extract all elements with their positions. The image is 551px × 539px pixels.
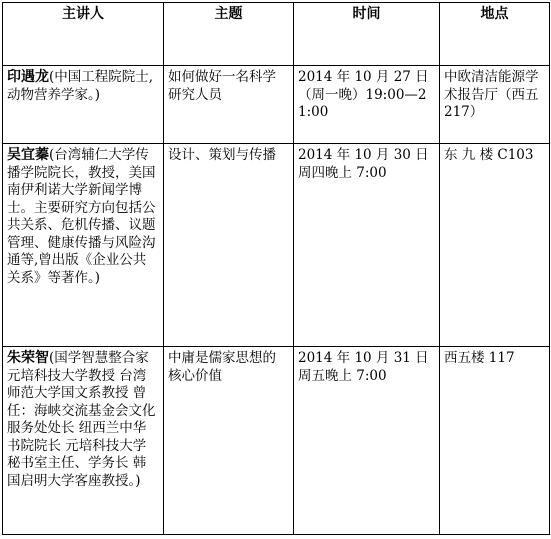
- header-topic: 主题: [164, 3, 294, 66]
- topic-cell: 中庸是儒家思想的核心价值: [164, 347, 294, 535]
- time-cell: 2014 年 10 月 30 日周四晚上 7:00: [294, 144, 440, 347]
- time-cell: 2014 年 10 月 31 日周五晚上 7:00: [294, 347, 440, 535]
- speaker-description: (台湾辅仁大学传播学院院长，教授，美国南伊利诺大学新闻学博士。主要研究方向包括公共关系、危机传播、议题管理、健康传播与风险沟通等,曾出版《企业公共关系》等著作。): [7, 147, 156, 286]
- header-place: 地点: [440, 3, 550, 66]
- speaker-name: 吴宜蓁: [7, 147, 49, 163]
- table-row: [3, 347, 550, 535]
- time-cell: 2014 年 10 月 27 日（周一晚）19:00—21:00: [294, 66, 440, 144]
- speaker-description: (国学智慧整合家 元培科技大学教授 台湾师范大学国文系教授 曾任：海峡交流基金会文化服务处处长 纽西兰中华书院院长 元培科技大学秘书室主任、学务长 韩国启明大学客座教授。): [7, 350, 156, 489]
- speaker-description: (中国工程院院士,动物营养学家。): [7, 69, 154, 103]
- table-header-row: [3, 3, 550, 66]
- lecture-schedule-table: [2, 2, 550, 535]
- speaker-cell: [3, 66, 164, 144]
- header-time: 时间: [294, 3, 440, 66]
- place-cell: 东 九 楼 C103: [440, 144, 550, 347]
- speaker-cell: [3, 347, 164, 535]
- table-row: [3, 144, 550, 347]
- speaker-name: 朱荣智: [7, 350, 49, 366]
- place-cell: 中欧清洁能源学术报告厅（西五 217）: [440, 66, 550, 144]
- table-row: [3, 66, 550, 144]
- speaker-cell: [3, 144, 164, 347]
- topic-cell: 设计、策划与传播: [164, 144, 294, 347]
- topic-cell: 如何做好一名科学研究人员: [164, 66, 294, 144]
- speaker-name: 印遇龙: [7, 69, 49, 85]
- header-speaker: 主讲人: [3, 3, 164, 66]
- place-cell: 西五楼 117: [440, 347, 550, 535]
